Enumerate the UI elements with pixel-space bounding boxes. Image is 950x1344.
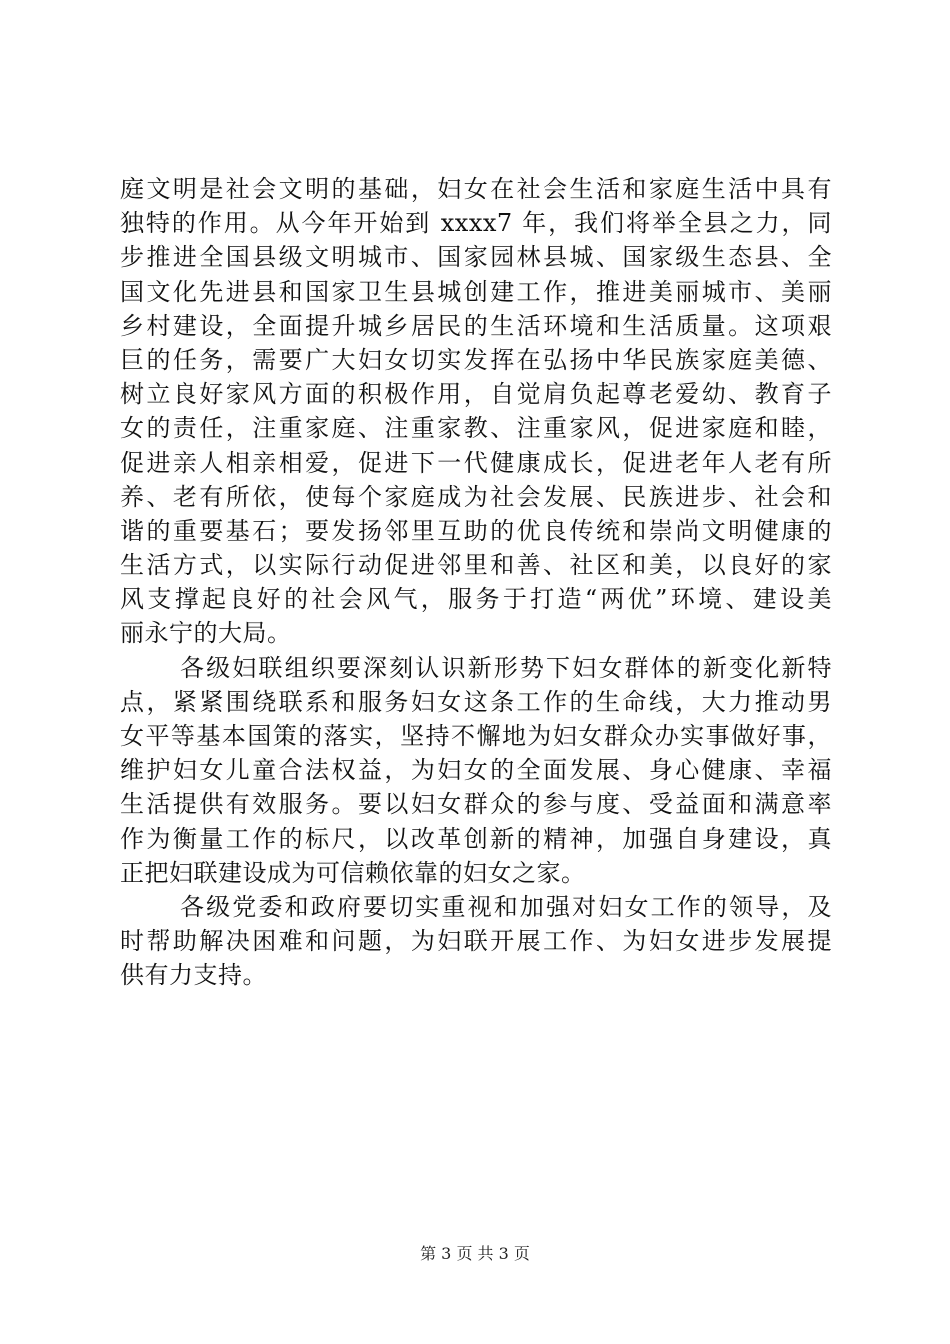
paragraph-2-line: 各级妇联组织要深刻认识新形势下妇女群体的新变化新特 (180, 653, 832, 682)
page-footer (0, 1244, 950, 1264)
paragraph-2-line: 女平等基本国策的落实，坚持不懈地为妇女群众办实事做好事， (120, 722, 832, 750)
paragraph-2-line: 作为衡量工作的标尺，以改革创新的精神，加强自身建设，真 (120, 824, 832, 853)
paragraph-2-line: 点，紧紧围绕联系和服务妇女这条工作的生命线，大力推动男 (120, 687, 832, 716)
paragraph-1-line: 丽永宁的大局。 (120, 619, 292, 648)
paragraph-1-line: 巨的任务，需要广大妇女切实发挥在弘扬中华民族家庭美德、 (120, 345, 832, 374)
paragraph-1-line: 步推进全国县级文明城市、国家园林县城、国家级生态县、全 (120, 243, 832, 272)
paragraph-1-line: 养、老有所依，使每个家庭成为社会发展、民族进步、社会和 (120, 482, 832, 511)
paragraph-2-line: 正把妇联建设成为可信赖依靠的妇女之家。 (120, 858, 586, 887)
paragraph-1-line: 庭文明是社会文明的基础，妇女在社会生活和家庭生活中具有 (120, 175, 832, 203)
paragraph-1-line: 乡村建设，全面提升城乡居民的生活环境和生活质量。这项艰 (120, 311, 832, 340)
paragraph-3-line: 供有力支持。 (120, 961, 267, 990)
paragraph-1-line: 促进亲人相亲相爱，促进下一代健康成长，促进老年人老有所 (120, 448, 832, 477)
paragraph-2-line: 生活提供有效服务。要以妇女群众的参与度、受益面和满意率 (120, 790, 832, 819)
page-number-label: 第 3 页 共 3 页 (420, 1244, 530, 1263)
paragraph-1-line: 生活方式，以实际行动促进邻里和善、社区和美，以良好的家 (120, 551, 832, 580)
paragraph-3-line: 各级党委和政府要切实重视和加强对妇女工作的领导，及 (180, 892, 832, 921)
paragraph-1-line: 女的责任，注重家庭、注重家教、注重家风，促进家庭和睦， (120, 414, 832, 443)
paragraph-1-line: 谐的重要基石；要发扬邻里互助的优良传统和崇尚文明健康的 (120, 516, 832, 545)
paragraph-1-line: 风支撑起良好的社会风气，服务于打造“两优”环境、建设美 (120, 585, 832, 614)
paragraph-1-line: 国文化先进县和国家卫生县城创建工作，推进美丽城市、美丽 (120, 277, 832, 306)
paragraph-3-line: 时帮助解决困难和问题，为妇联开展工作、为妇女进步发展提 (120, 927, 832, 956)
paragraph-1-line: 独特的作用。从今年开始到 xxxx7 年，我们将举全县之力，同 (120, 209, 832, 238)
paragraph-1-line: 树立良好家风方面的积极作用，自觉肩负起尊老爱幼、教育子 (120, 380, 832, 409)
paragraph-2-line: 维护妇女儿童合法权益，为妇女的全面发展、身心健康、幸福 (120, 756, 832, 785)
document-body (120, 172, 832, 993)
